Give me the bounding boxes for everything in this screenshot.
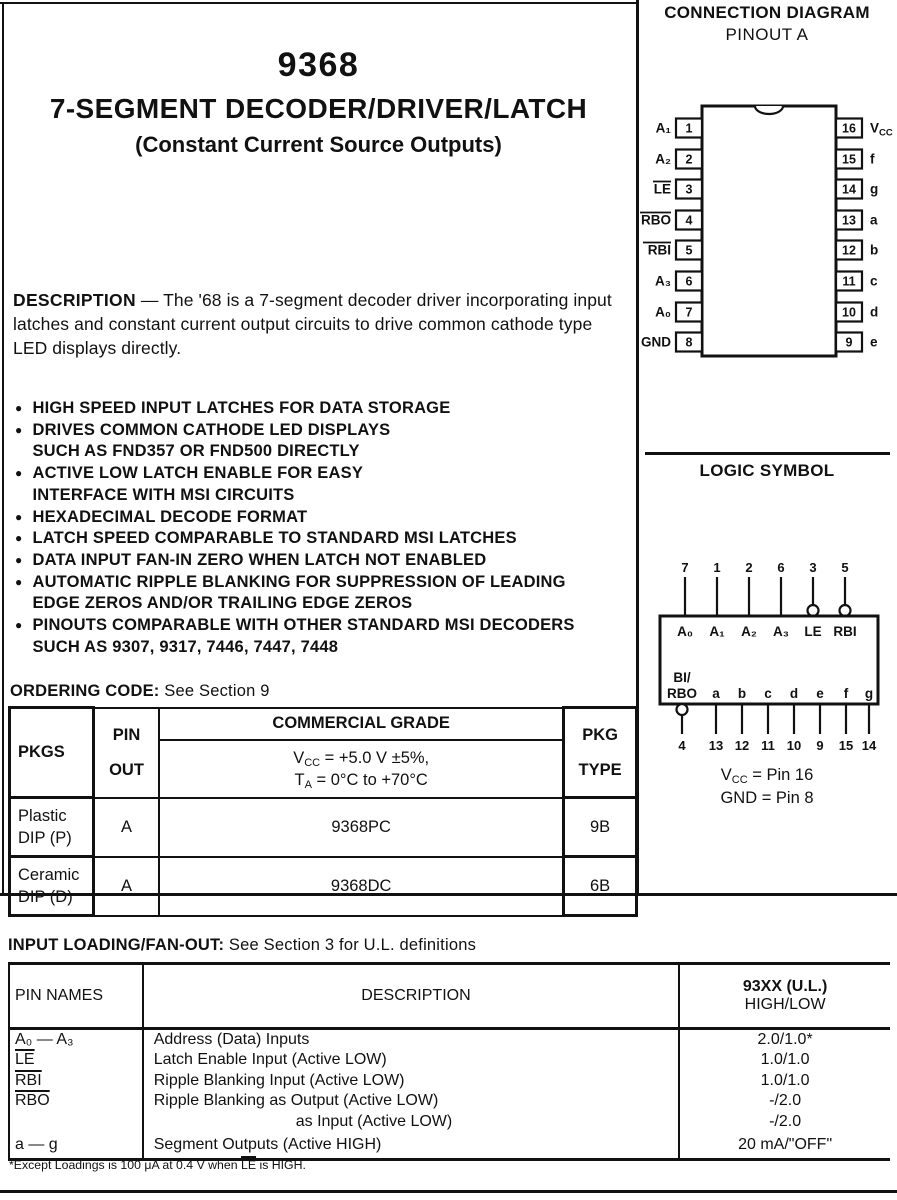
svg-text:a: a <box>870 212 878 228</box>
logic-bottom-stubs <box>682 704 869 734</box>
svg-text:14: 14 <box>842 182 856 197</box>
il-col-ul-line1: 93XX (U.L.) <box>742 978 828 995</box>
ordering-heading-label: ORDERING CODE: <box>10 682 160 700</box>
svg-text:RBO: RBO <box>667 686 697 701</box>
ordering-col-commercial: COMMERCIAL GRADE <box>159 708 564 740</box>
feature-text: HIGH SPEED INPUT LATCHES FOR DATA STORAGE <box>32 399 451 417</box>
ordering-col-pinout <box>93 708 159 798</box>
feature-item <box>15 615 635 658</box>
rbi-inversion-bubble <box>840 605 851 616</box>
logic-top-stubs <box>685 577 845 616</box>
svg-text:12: 12 <box>734 738 750 753</box>
il-desc: Address (Data) Inputs <box>143 1029 679 1051</box>
svg-text:a: a <box>712 686 720 701</box>
svg-text:7: 7 <box>685 305 693 320</box>
le-inversion-bubble <box>808 605 819 616</box>
vcc-subscript: CC <box>304 756 321 769</box>
svg-text:6: 6 <box>777 560 785 575</box>
svg-text:g: g <box>870 181 879 197</box>
svg-text:A₀: A₀ <box>677 624 693 639</box>
bullet-icon: ● <box>15 422 23 437</box>
svg-text:f: f <box>870 151 875 167</box>
svg-text:5: 5 <box>685 243 693 258</box>
svg-text:10: 10 <box>786 738 802 753</box>
il-val: 1.0/1.0 <box>760 1071 810 1089</box>
svg-text:2: 2 <box>685 152 693 167</box>
gnd-note: GND = Pin 8 <box>720 789 814 807</box>
svg-text:RBO: RBO <box>641 212 671 228</box>
title-block <box>0 46 637 158</box>
page-subtitle: (Constant Current Source Outputs) <box>135 132 502 157</box>
il-pin: $\overline{LE}$ <box>9 1050 143 1070</box>
condition-line2: $T_A = 0^\circ C$ to +70°C <box>294 770 428 791</box>
svg-text:4: 4 <box>678 738 686 753</box>
input-loading-heading-note: See Section 3 for U.L. definitions <box>224 936 477 954</box>
svg-text:9: 9 <box>845 335 853 350</box>
part-number: 9368 <box>277 46 360 84</box>
pinout-line1: PIN <box>112 725 141 744</box>
ordering-pinout-cell: A <box>93 798 159 857</box>
svg-text:11: 11 <box>761 738 775 753</box>
ordering-col-pkgs: PKGS <box>10 708 94 798</box>
svg-text:RBI: RBI <box>647 242 671 258</box>
bullet-icon: ● <box>15 531 23 546</box>
input-loading-table <box>8 962 890 1161</box>
il-desc: Latch Enable Input (Active LOW) <box>143 1050 679 1070</box>
svg-text:c: c <box>870 273 878 289</box>
logic-symbol-title: LOGIC SYMBOL <box>699 461 835 480</box>
svg-text:5: 5 <box>841 560 849 575</box>
svg-text:LE: LE <box>653 181 671 197</box>
right-pin-numbers <box>842 122 856 350</box>
description-text: — The '68 is a 7-segment decoder driver incorporating input latches and constant current output circuits to drive common cathode type LED displays directly. <box>13 290 612 358</box>
description-paragraph <box>13 288 627 360</box>
il-col-description: DESCRIPTION <box>143 964 679 1029</box>
svg-text:GND: GND <box>641 334 671 350</box>
feature-text: DRIVES COMMON CATHODE LED DISPLAYS SUCH AS FND357 OR FND500 DIRECTLY <box>32 420 391 461</box>
ordering-pinout-cell: A <box>93 857 159 916</box>
svg-text:BI/: BI/ <box>673 670 691 685</box>
feature-item <box>15 463 635 506</box>
input-loading-heading <box>8 936 476 955</box>
svg-text:A₁: A₁ <box>709 624 725 639</box>
dip-notch <box>755 106 783 114</box>
il-desc: Ripple Blanking Input (Active LOW) <box>143 1071 679 1091</box>
svg-text:b: b <box>870 242 879 258</box>
pkg-line2: DIP (D) <box>18 888 73 906</box>
right-column <box>637 0 897 897</box>
ordering-type-cell: 6B <box>564 857 637 916</box>
svg-text:10: 10 <box>842 305 856 320</box>
ordering-pkg-cell <box>10 798 94 857</box>
svg-text:1: 1 <box>713 560 721 575</box>
feature-text: PINOUTS COMPARABLE WITH OTHER STANDARD MSI DECODERS SUCH AS 9307, 9317, 7446, 7447, 7448 <box>32 616 575 656</box>
svg-text:c: c <box>764 686 772 701</box>
il-desc: Ripple Blanking as Output (Active LOW) <box>143 1091 679 1111</box>
power-pin-notes <box>637 764 897 810</box>
bullet-icon: ● <box>15 401 23 415</box>
feature-item <box>15 507 635 529</box>
il-pin: $\overline{RBI}$ <box>9 1071 143 1091</box>
vcc-note: $V_{CC}$ = Pin 16 <box>720 766 814 786</box>
svg-text:f: f <box>843 686 849 701</box>
page-title: 7-SEGMENT DECODER/DRIVER/LATCH <box>49 93 588 124</box>
svg-text:LE: LE <box>804 624 822 639</box>
svg-text:1: 1 <box>685 121 693 136</box>
bottom-rule <box>0 1190 897 1193</box>
svg-text:2: 2 <box>745 560 753 575</box>
bullet-icon: ● <box>15 618 23 633</box>
ordering-pkg-cell <box>10 857 94 916</box>
svg-text:8: 8 <box>685 335 693 350</box>
il-pin: $\overline{RBO}$ <box>9 1091 143 1111</box>
svg-text:g: g <box>864 686 874 701</box>
svg-text:13: 13 <box>708 738 724 753</box>
feature-item <box>15 550 635 572</box>
il-desc: as Input (Active LOW) <box>143 1112 679 1132</box>
ordering-heading <box>10 682 270 701</box>
condition-line1: $V_{CC} = +5.0$ V ±5%, <box>293 748 430 769</box>
feature-item <box>15 398 635 420</box>
svg-text:d: d <box>870 304 879 320</box>
feature-item <box>15 572 635 615</box>
feature-text: HEXADECIMAL DECODE FORMAT <box>32 507 308 526</box>
il-desc: Segment Outputs (Active HIGH) <box>143 1132 679 1160</box>
feature-text: LATCH SPEED COMPARABLE TO STANDARD MSI LATCHES <box>32 529 517 548</box>
il-pin <box>9 1112 143 1132</box>
il-pin: A₀ — A₃ <box>9 1029 143 1051</box>
ordering-col-pkgtype <box>564 708 637 798</box>
feature-text: DATA INPUT FAN-IN ZERO WHEN LATCH NOT ENABLED <box>32 550 487 569</box>
svg-text:A₂: A₂ <box>655 151 671 167</box>
footnote-le: $\overline{LE}$ <box>241 1158 257 1172</box>
il-val: 1.0/1.0 <box>760 1051 810 1069</box>
il-col-pin-names: PIN NAMES <box>9 964 143 1029</box>
vcc-subscript: CC <box>731 774 748 786</box>
right-pin-labels <box>870 121 893 350</box>
ordering-heading-note: See Section 9 <box>159 682 270 700</box>
svg-text:7: 7 <box>681 560 689 575</box>
il-pin: a — g <box>9 1132 143 1160</box>
left-pin-numbers <box>686 122 693 350</box>
feature-text: ACTIVE LOW LATCH ENABLE FOR EASY INTERFACE WITH MSI CIRCUITS <box>32 464 364 504</box>
ordering-part-cell: 9368DC <box>159 857 564 916</box>
svg-text:15: 15 <box>842 152 856 167</box>
svg-text:15: 15 <box>838 738 854 753</box>
svg-text:e: e <box>816 686 824 701</box>
svg-text:RBI: RBI <box>833 624 857 639</box>
svg-text:A₂: A₂ <box>741 624 757 639</box>
svg-text:13: 13 <box>842 213 856 228</box>
pkg-line2: DIP (P) <box>18 829 72 847</box>
svg-text:3: 3 <box>809 560 817 575</box>
logic-symbol-diagram <box>638 558 896 758</box>
svg-text:b: b <box>737 686 747 701</box>
svg-text:A₃: A₃ <box>773 624 789 639</box>
ta-subscript: A <box>304 778 312 791</box>
rbo-inversion-bubble <box>677 704 688 715</box>
dip-package-diagram <box>638 96 896 368</box>
svg-text:14: 14 <box>861 738 877 753</box>
description-label: DESCRIPTION <box>13 290 136 310</box>
svg-text:A₀: A₀ <box>655 304 671 320</box>
svg-text:4: 4 <box>685 213 693 228</box>
vcc-subscript: CC <box>879 127 893 139</box>
svg-text:3: 3 <box>685 182 693 197</box>
logic-top-numbers <box>681 560 848 575</box>
svg-text:11: 11 <box>842 274 856 289</box>
il-val: 2.0/1.0* <box>757 1031 813 1048</box>
feature-item <box>15 420 635 463</box>
left-pin-labels <box>641 121 671 350</box>
bullet-icon: ● <box>15 552 23 567</box>
pkg-line1: Plastic <box>18 807 67 825</box>
connection-diagram-title: CONNECTION DIAGRAM <box>664 3 870 22</box>
bullet-icon: ● <box>15 466 23 481</box>
svg-text:A₃: A₃ <box>655 273 671 289</box>
svg-text:d: d <box>789 686 799 701</box>
svg-text:e: e <box>870 334 878 350</box>
svg-text:16: 16 <box>842 121 856 136</box>
il-val: -/2.0 <box>769 1112 802 1130</box>
svg-text:VCC: $V_{CC}$ <box>870 120 893 139</box>
pinout-line2: OUT <box>109 760 144 779</box>
features-list <box>15 398 635 658</box>
il-col-ul <box>679 964 890 1029</box>
svg-text:9: 9 <box>816 738 824 753</box>
ordering-table <box>8 706 638 917</box>
feature-text: AUTOMATIC RIPPLE BLANKING FOR SUPPRESSION OF LEADING EDGE ZEROS AND/OR TRAILING EDGE ZEROS <box>32 572 566 613</box>
pkgtype-line1: PKG <box>582 725 618 744</box>
ordering-condition <box>159 740 564 798</box>
il-val: 20 mA/"OFF" <box>679 1132 890 1160</box>
il-val: -/2.0 <box>769 1092 802 1110</box>
svg-text:A₁: A₁ <box>655 120 671 136</box>
connection-diagram-subtitle: PINOUT A <box>725 25 809 44</box>
input-loading-heading-label: INPUT LOADING/FAN-OUT: <box>8 936 225 954</box>
pkgtype-line2: TYPE <box>578 760 622 779</box>
svg-text:12: 12 <box>842 243 856 258</box>
logic-bottom-numbers <box>678 738 877 753</box>
bullet-icon: ● <box>15 574 23 589</box>
ordering-type-cell: 9B <box>564 798 637 857</box>
bullet-icon: ● <box>15 509 23 524</box>
feature-item <box>15 528 635 550</box>
top-rule <box>0 2 636 4</box>
footnote: *Except Loadings is 100 μA at 0.4 V when $\overline{LE}$ is HIGH. <box>9 1158 306 1172</box>
dip-body <box>702 106 836 356</box>
ordering-part-cell: 9368PC <box>159 798 564 857</box>
pkg-line1: Ceramic <box>18 866 80 884</box>
il-col-ul-line2: HIGH/LOW <box>744 996 826 1013</box>
svg-text:6: 6 <box>685 274 693 289</box>
logic-symbol-rule <box>645 452 890 455</box>
